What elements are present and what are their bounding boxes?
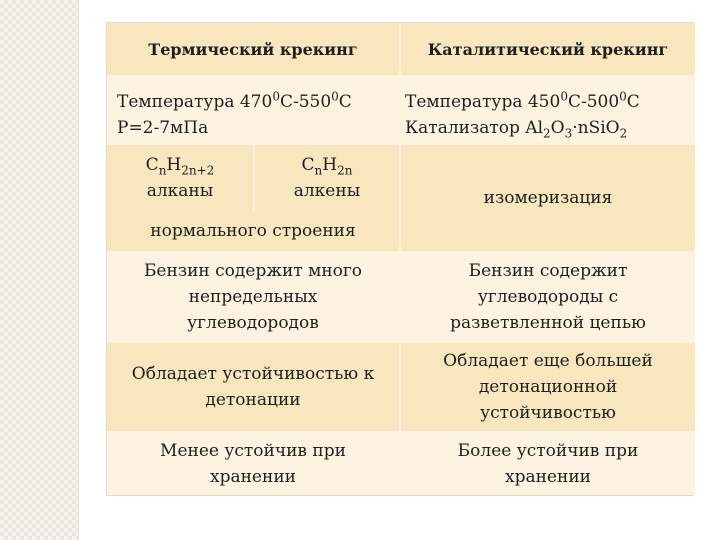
catalyst-formula: Катализатор $Al_2O_3\cdot nSiO_2$ [405, 118, 628, 141]
alkene-name: алкены [293, 181, 361, 201]
thermal-storage-line: Менее устойчив при [160, 441, 346, 461]
catalytic-gasoline-line: Бензин содержит [468, 261, 628, 281]
header-thermal-label: Термический крекинг [148, 39, 358, 59]
catalytic-storage-line: хранении [505, 467, 591, 487]
thermal-detonation-line: детонации [205, 390, 301, 410]
thermal-gasoline-line: углеводородов [187, 313, 319, 333]
thermal-conditions-cell [107, 77, 399, 143]
catalytic-gasoline-line: углеводороды с [477, 287, 619, 307]
catalytic-temperature: Температура $450^0С-500^0С$ [405, 89, 640, 112]
header-thermal-cracking [107, 23, 399, 75]
catalytic-gasoline-cell [401, 253, 695, 341]
comparison-table [106, 22, 694, 496]
alkane-name: алканы [146, 181, 214, 201]
thermal-storage-cell [107, 433, 399, 495]
catalytic-storage-line: Более устойчив при [457, 441, 639, 461]
header-catalytic-label: Каталитический крекинг [427, 39, 669, 59]
side-decorative-pattern [0, 0, 78, 540]
thermal-gasoline-line: Бензин содержит много [143, 261, 363, 281]
catalytic-detonation-line: устойчивостью [480, 403, 616, 423]
thermal-detonation-line: Обладает устойчивостью к [131, 364, 375, 384]
side-divider [78, 0, 79, 540]
isomerization-text: изомеризация [483, 188, 613, 208]
normal-structure-cell [107, 211, 399, 251]
thermal-pressure: Р=2-7мПа [117, 118, 209, 138]
catalytic-gasoline-line: разветвленной цепью [450, 313, 646, 333]
catalytic-conditions-cell [401, 77, 695, 143]
alkane-formula: $C_nH_{2n+2}$ [145, 155, 215, 178]
thermal-temperature: Температура $470^0С-550^0С$ [117, 89, 352, 112]
alkanes-cell [107, 145, 253, 211]
catalytic-storage-cell [401, 433, 695, 495]
thermal-gasoline-cell [107, 253, 399, 341]
header-catalytic-cracking [401, 23, 695, 75]
alkenes-cell [255, 145, 399, 211]
normal-structure-text: нормального строения [150, 221, 356, 241]
isomerization-cell [401, 145, 695, 251]
thermal-storage-line: хранении [210, 467, 296, 487]
alkene-formula: $C_nH_{2n}$ [301, 155, 353, 178]
catalytic-detonation-line: Обладает еще большей [443, 351, 653, 371]
catalytic-detonation-line: детонационной [478, 377, 618, 397]
thermal-gasoline-line: непредельных [188, 287, 318, 307]
thermal-detonation-cell [107, 343, 399, 431]
catalytic-detonation-cell [401, 343, 695, 431]
